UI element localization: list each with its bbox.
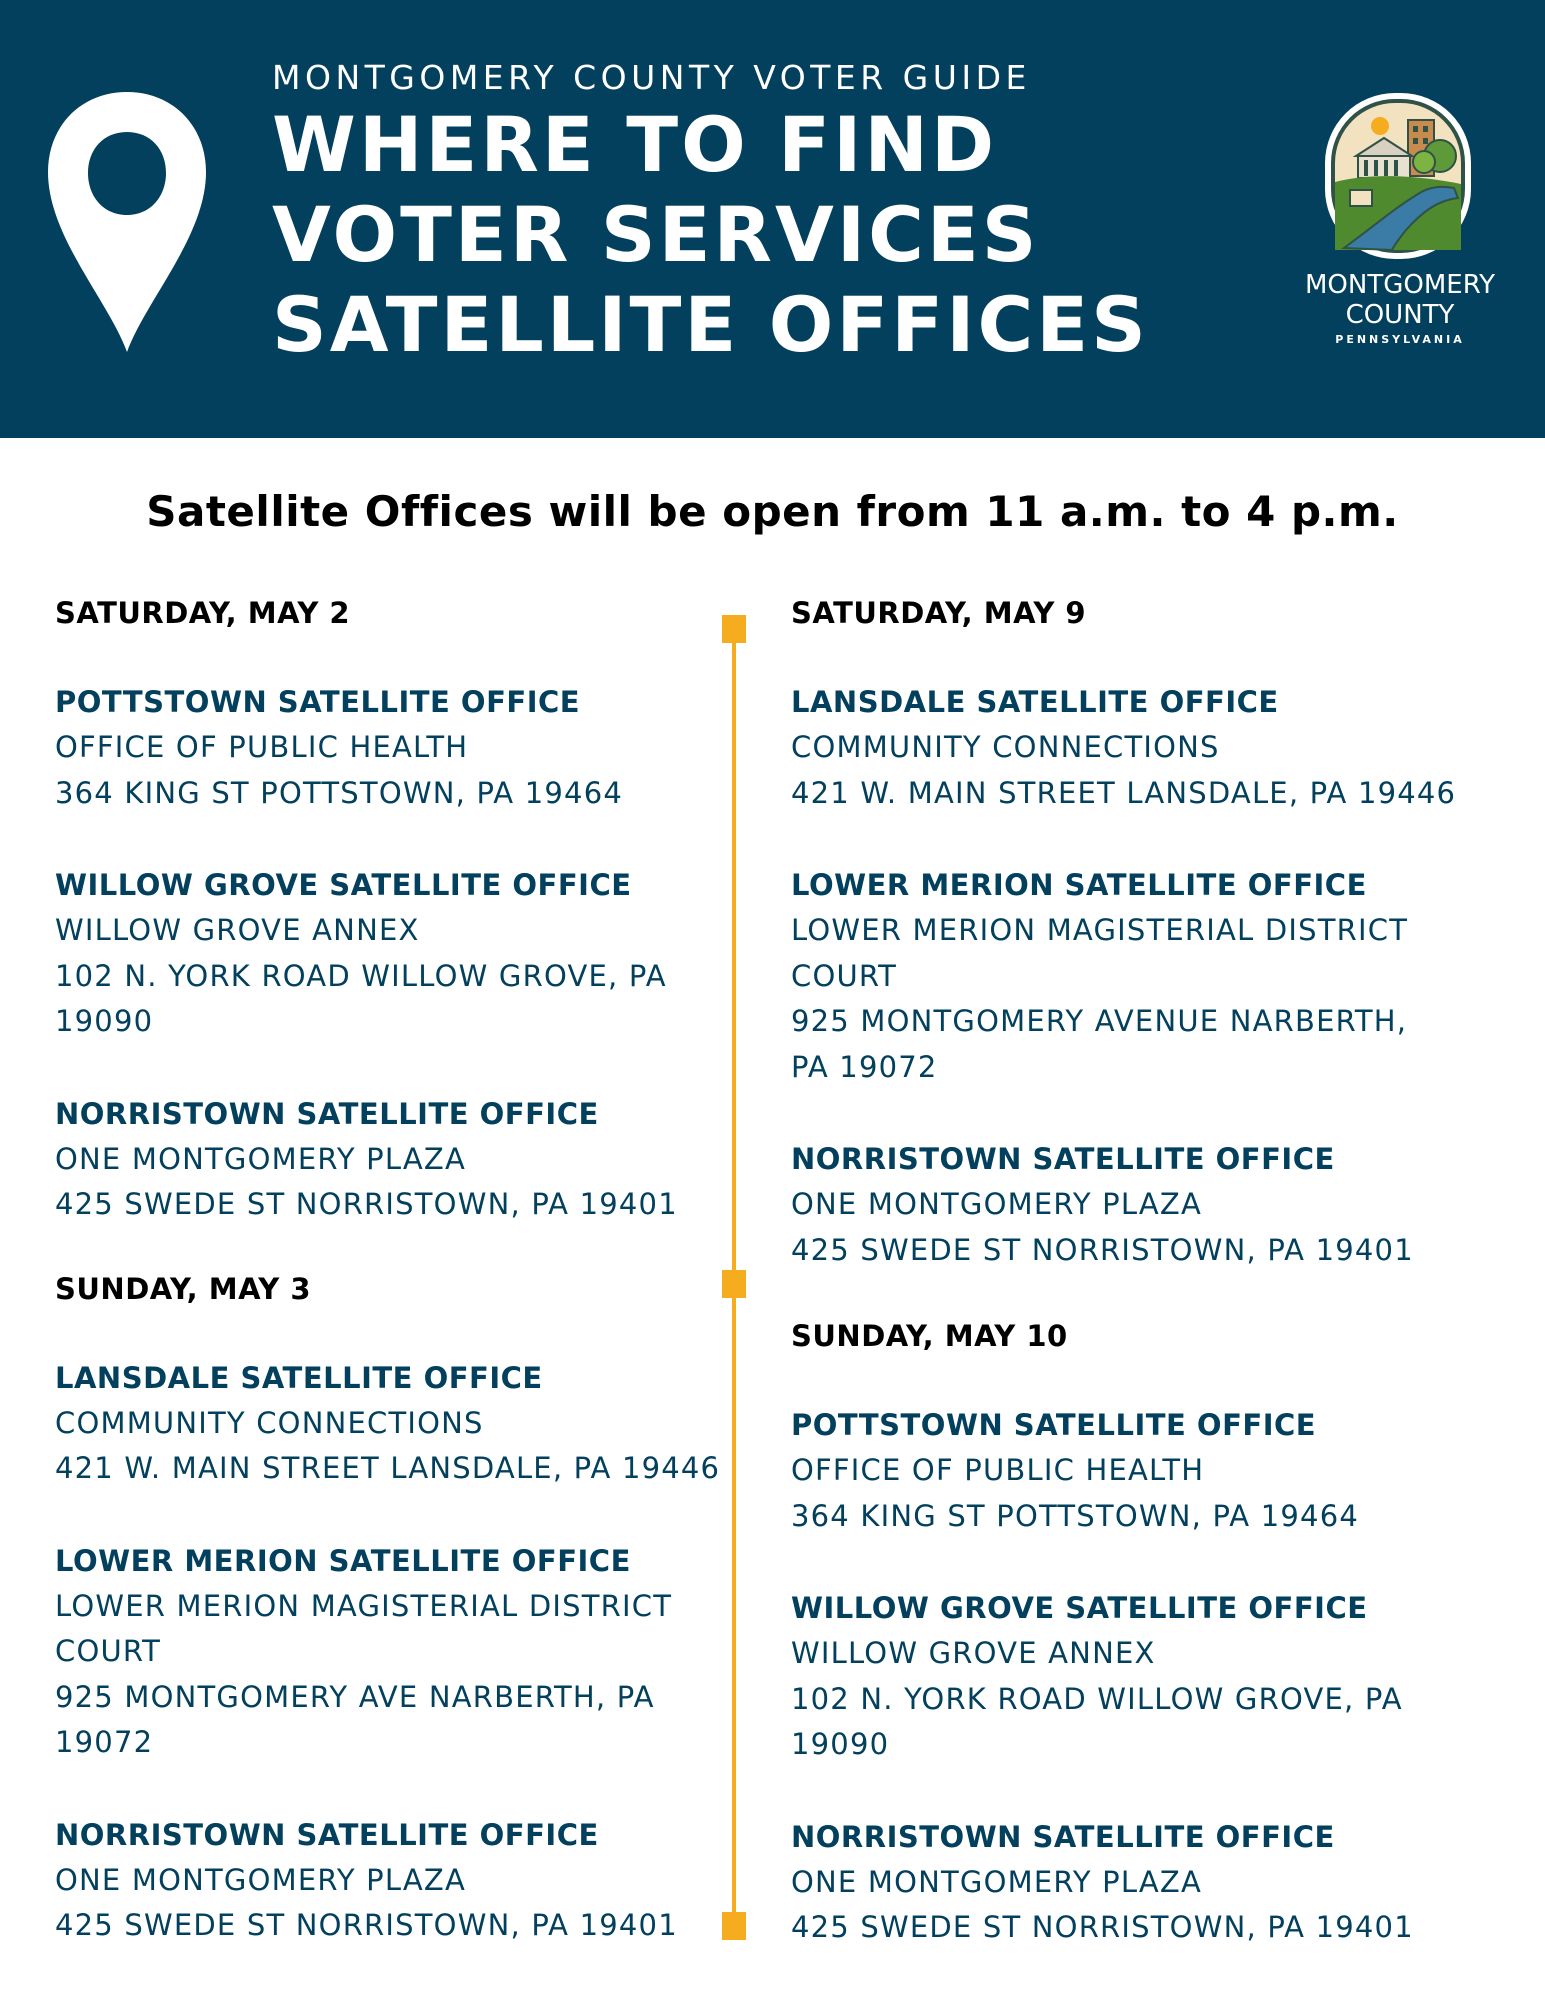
- location-name: WILLOW GROVE SATELLITE OFFICE: [55, 868, 632, 902]
- day-heading: SUNDAY, MAY 10: [791, 1319, 1068, 1353]
- title-line: SATELLITE OFFICES: [272, 280, 1149, 369]
- location-entry: [791, 1402, 1491, 1539]
- county-name: [1280, 270, 1520, 330]
- county-name-line: COUNTY: [1345, 300, 1455, 330]
- location-detail: OFFICE OF PUBLIC HEALTH: [55, 730, 469, 764]
- map-pin-icon: [44, 88, 210, 356]
- location-address: PA 19072: [791, 1049, 938, 1084]
- hours-note: Satellite Offices will be open from 11 a.m. to 4 p.m.: [146, 487, 1399, 536]
- location-entry: [55, 1355, 735, 1492]
- location-name: NORRISTOWN SATELLITE OFFICE: [791, 1142, 1335, 1176]
- day-heading: SATURDAY, MAY 2: [55, 596, 351, 630]
- location-detail: ONE MONTGOMERY PLAZA: [55, 1141, 467, 1176]
- location-entry: [791, 679, 1491, 816]
- location-name: NORRISTOWN SATELLITE OFFICE: [791, 1819, 1335, 1854]
- location-name: LANSDALE SATELLITE OFFICE: [55, 1360, 543, 1395]
- location-address: 925 MONTGOMERY AVE NARBERTH, PA: [55, 1679, 655, 1714]
- location-name: LOWER MERION SATELLITE OFFICE: [55, 1543, 631, 1578]
- location-entry: [791, 1814, 1491, 1951]
- location-address: 425 SWEDE ST NORRISTOWN, PA 19401: [55, 1908, 678, 1942]
- location-name: POTTSTOWN SATELLITE OFFICE: [55, 685, 581, 719]
- location-address: 421 W. MAIN STREET LANSDALE, PA 19446: [791, 775, 1457, 810]
- location-detail: LOWER MERION MAGISTERIAL DISTRICT: [791, 913, 1409, 947]
- location-name: WILLOW GROVE SATELLITE OFFICE: [791, 1591, 1368, 1625]
- location-name: POTTSTOWN SATELLITE OFFICE: [791, 1408, 1317, 1442]
- location-address: 421 W. MAIN STREET LANSDALE, PA 19446: [55, 1451, 721, 1485]
- location-address: 19090: [55, 1004, 154, 1038]
- location-detail: WILLOW GROVE ANNEX: [55, 913, 420, 947]
- location-detail: OFFICE OF PUBLIC HEALTH: [791, 1453, 1205, 1487]
- location-entry: [55, 1091, 735, 1228]
- location-entry: [791, 1136, 1491, 1273]
- location-entry: [55, 862, 735, 1045]
- location-detail: WILLOW GROVE ANNEX: [791, 1636, 1156, 1670]
- county-name-line: MONTGOMERY: [1305, 270, 1495, 300]
- location-address: 19072: [55, 1725, 154, 1759]
- location-address: 425 SWEDE ST NORRISTOWN, PA 19401: [791, 1232, 1414, 1267]
- right-column: [791, 590, 1491, 1997]
- location-detail: COMMUNITY CONNECTIONS: [791, 730, 1220, 764]
- location-name: LANSDALE SATELLITE OFFICE: [791, 685, 1279, 719]
- day-heading: SATURDAY, MAY 9: [791, 596, 1087, 630]
- location-address: 364 KING ST POTTSTOWN, PA 19464: [791, 1498, 1359, 1533]
- location-entry: [55, 1812, 735, 1949]
- location-entry: [791, 862, 1491, 1090]
- title-line: VOTER SERVICES: [272, 190, 1040, 279]
- location-address: 19090: [791, 1727, 890, 1761]
- location-detail: COURT: [791, 958, 898, 993]
- location-address: 364 KING ST POTTSTOWN, PA 19464: [55, 775, 623, 810]
- location-address: 102 N. YORK ROAD WILLOW GROVE, PA: [791, 1681, 1403, 1716]
- guide-kicker: MONTGOMERY COUNTY VOTER GUIDE: [272, 58, 1031, 97]
- page-title: [272, 100, 1149, 370]
- location-address: 425 SWEDE ST NORRISTOWN, PA 19401: [55, 1187, 678, 1221]
- county-state: PENNSYLVANIA: [1335, 333, 1465, 346]
- location-address: 425 SWEDE ST NORRISTOWN, PA 19401: [791, 1910, 1414, 1944]
- county-seal-logo: [1322, 90, 1474, 262]
- location-detail: ONE MONTGOMERY PLAZA: [791, 1864, 1203, 1899]
- location-entry: [55, 679, 735, 816]
- location-name: LOWER MERION SATELLITE OFFICE: [791, 868, 1367, 902]
- location-detail: ONE MONTGOMERY PLAZA: [55, 1862, 467, 1897]
- title-line: WHERE TO FIND: [272, 100, 998, 189]
- location-detail: ONE MONTGOMERY PLAZA: [791, 1187, 1203, 1221]
- day-heading: SUNDAY, MAY 3: [55, 1271, 312, 1306]
- location-address: 102 N. YORK ROAD WILLOW GROVE, PA: [55, 958, 667, 993]
- location-entry: [55, 1538, 735, 1766]
- location-name: NORRISTOWN SATELLITE OFFICE: [55, 1096, 599, 1131]
- location-name: NORRISTOWN SATELLITE OFFICE: [55, 1817, 599, 1852]
- header-banner: [0, 0, 1545, 438]
- location-address: 925 MONTGOMERY AVENUE NARBERTH,: [791, 1004, 1408, 1038]
- left-column: [55, 590, 735, 1995]
- location-detail: COURT: [55, 1634, 162, 1668]
- location-entry: [791, 1585, 1491, 1768]
- location-detail: LOWER MERION MAGISTERIAL DISTRICT: [55, 1588, 673, 1623]
- location-detail: COMMUNITY CONNECTIONS: [55, 1405, 484, 1440]
